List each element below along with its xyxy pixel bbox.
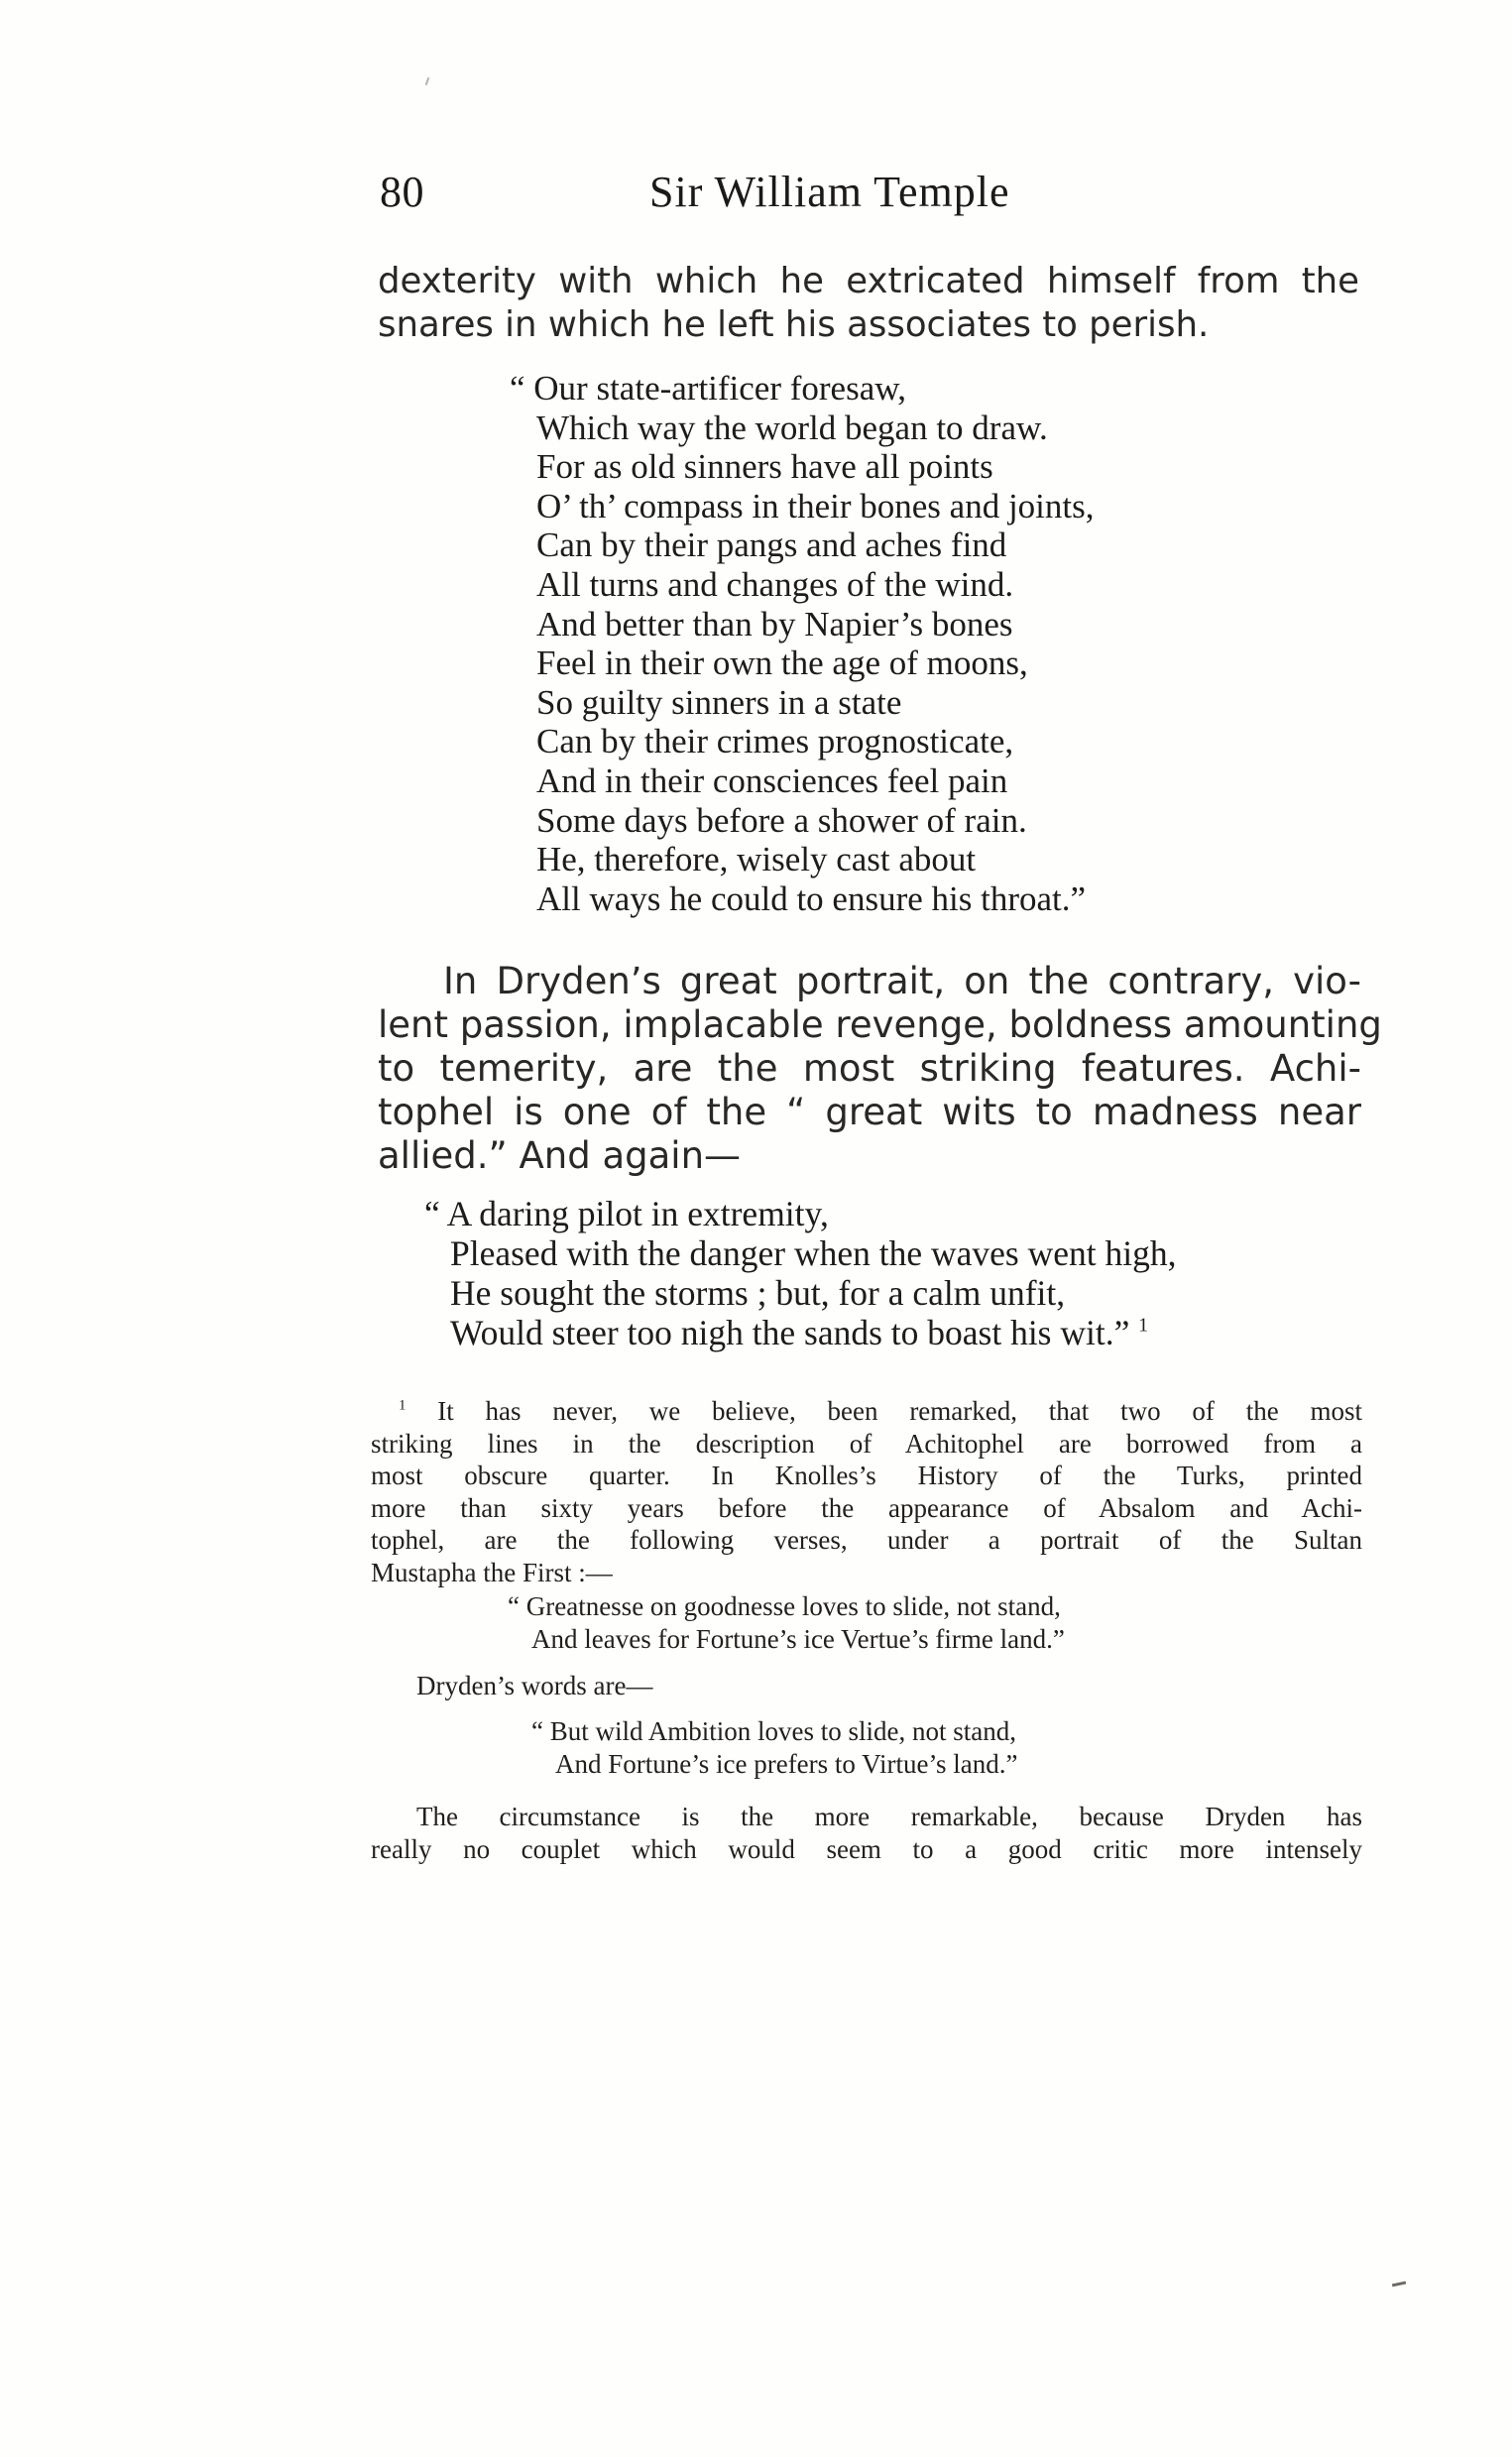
footnote-paragraph-2 (371, 1801, 1362, 1865)
verse-line: “ Our state-artificer foresaw, (510, 369, 907, 408)
text-line: tophel is one of the “ great wits to madness near (378, 1091, 1361, 1133)
paragraph-2 (378, 960, 1382, 1178)
verse-line: Can by their pangs and aches find (536, 526, 1007, 565)
footnote-line: really no couplet which would seem to a good critic more intensely (371, 1833, 1362, 1864)
verse-line: He sought the storms ; but, for a calm unfit, (450, 1273, 1066, 1313)
footnote-line: tophel, are the following verses, under a portrait of the Sultan (371, 1525, 1362, 1555)
footnote-line: The circumstance is the more remarkable, because Dryden has (416, 1802, 1362, 1831)
verse-line: So guilty sinners in a state (536, 682, 902, 722)
text-line: In Dryden’s great portrait, on the contrary, vio- (443, 960, 1361, 1002)
footnote-line: Mustapha the First :— (371, 1557, 613, 1587)
verse-line: “ A daring pilot in extremity, (424, 1194, 829, 1233)
verse-line: O’ th’ compass in their bones and joints, (536, 486, 1095, 526)
running-title: Sir William Temple (649, 168, 1010, 216)
text-line: snares in which he left his associates to perish. (378, 304, 1210, 345)
footnote-line (371, 1395, 1362, 1428)
text-line: allied.” And again— (378, 1134, 742, 1177)
footnote-quotation-knolles (508, 1590, 1065, 1656)
quote-line: “ Greatnesse on goodnesse loves to slide, not stand, (508, 1591, 1061, 1621)
verse-line: Feel in their own the age of moons, (536, 644, 1028, 683)
page-number: 80 (380, 168, 424, 216)
verse-line: All ways he could to ensure his throat.” (536, 878, 1087, 918)
paragraph-1 (378, 260, 1359, 347)
quote-line: And Fortune’s ice prefers to Virtue’s land.” (555, 1749, 1018, 1779)
quote-line: “ But wild Ambition loves to slide, not stand, (531, 1716, 1016, 1746)
verse-line: Pleased with the danger when the waves went high, (450, 1233, 1177, 1273)
text-line: to temerity, are the most striking features. Achi- (378, 1047, 1361, 1090)
verse-line: Which way the world began to draw. (536, 408, 1048, 447)
footnote-mark: 1 (399, 1397, 407, 1414)
running-header (380, 167, 1094, 226)
verse-line: Can by their crimes prognosticate, (536, 722, 1014, 761)
footnote-text: It has never, we believe, been remarked, that two of the most (437, 1396, 1362, 1426)
stray-mark (425, 77, 430, 85)
footnote-line: more than sixty years before the appearance of Absalom and Achi- (371, 1492, 1362, 1523)
text-line: dexterity with which he extricated himself from the (378, 261, 1359, 301)
quote-line: And leaves for Fortune’s ice Vertue’s firme land.” (531, 1624, 1065, 1654)
stray-mark (1392, 2282, 1406, 2287)
verse-line: All turns and changes of the wind. (536, 564, 1014, 604)
verse-quotation-hudibras (510, 369, 1095, 918)
verse-line: He, therefore, wisely cast about (536, 840, 977, 879)
verse-line: Some days before a shower of rain. (536, 800, 1027, 840)
verse-line: And in their consciences feel pain (536, 760, 1008, 800)
footnote-line: striking lines in the description of Achitophel are borrowed from a (371, 1428, 1362, 1459)
verse-quotation-dryden (424, 1194, 1176, 1352)
footnote-quotation-dryden (531, 1715, 1018, 1781)
verse-line: And better than by Napier’s bones (536, 604, 1013, 644)
verse-line-text: Would steer too nigh the sands to boast his wit.” (450, 1313, 1130, 1352)
verse-line-with-note (424, 1313, 1176, 1352)
verse-line: For as old sinners have all points (536, 447, 993, 487)
text-line: lent passion, implacable revenge, boldness amounting (378, 1003, 1382, 1046)
footnote-reference[interactable]: 1 (1138, 1315, 1149, 1337)
footnote-paragraph-1 (371, 1395, 1362, 1588)
footnote-line: most obscure quarter. In Knolles’s History of the Turks, printed (371, 1461, 1362, 1490)
footnote-intro: Dryden’s words are— (416, 1671, 653, 1700)
